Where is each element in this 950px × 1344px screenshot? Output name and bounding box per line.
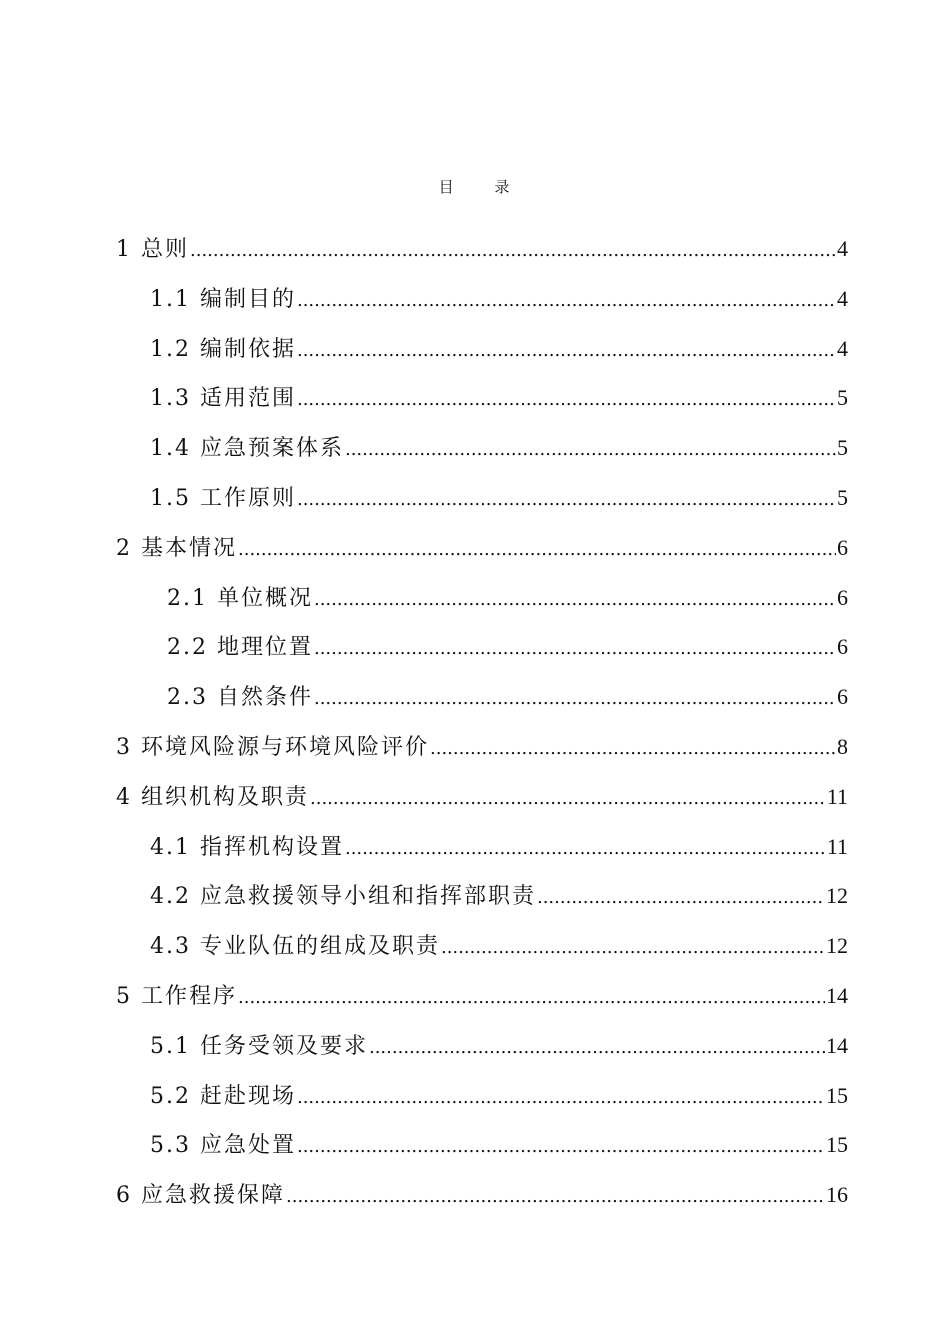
toc-title: 目 录 <box>438 178 528 196</box>
toc-entry[interactable] <box>116 423 848 473</box>
toc-entry-label: 4.3 专业队伍的组成及职责 <box>150 934 440 960</box>
toc-leader-dots <box>190 225 836 276</box>
toc-page-number: 6 <box>837 634 848 660</box>
toc-entry[interactable] <box>116 373 848 423</box>
toc-entry-label: 4.2 应急救援领导小组和指挥部职责 <box>150 884 536 910</box>
toc-entry-label: 2.2 地理位置 <box>167 635 313 661</box>
toc-page-number: 8 <box>837 733 848 759</box>
toc-leader-dots <box>345 424 836 475</box>
toc-entry-label: 2.1 单位概况 <box>167 585 313 611</box>
toc-page-number: 15 <box>826 1082 848 1108</box>
toc-page-number: 14 <box>826 982 848 1008</box>
toc-entry-label: 2.3 自然条件 <box>167 685 313 711</box>
toc-entry-label: 1.4 应急预案体系 <box>150 436 344 462</box>
toc-leader-dots <box>430 723 836 774</box>
toc-leader-dots <box>314 673 836 724</box>
toc-page-number: 5 <box>837 484 848 510</box>
toc-entry[interactable] <box>116 324 848 374</box>
toc-entry-label: 5.3 应急处置 <box>150 1133 296 1159</box>
toc-entry[interactable] <box>116 921 848 971</box>
toc-entry[interactable] <box>116 1170 848 1220</box>
toc-entry[interactable] <box>116 772 848 822</box>
toc-leader-dots <box>369 1022 825 1073</box>
toc-entry-label: 4 组织机构及职责 <box>116 784 309 810</box>
toc-page-number: 4 <box>837 285 848 311</box>
table-of-contents <box>116 224 848 1220</box>
toc-entry-label: 5 工作程序 <box>116 983 237 1009</box>
toc-entry-label: 5.2 赶赴现场 <box>150 1083 296 1109</box>
toc-entry-label: 5.1 任务受领及要求 <box>150 1033 368 1059</box>
toc-entry[interactable] <box>116 971 848 1021</box>
toc-page-number: 11 <box>826 833 848 859</box>
toc-page-number: 16 <box>826 1182 848 1208</box>
toc-leader-dots <box>537 872 825 923</box>
toc-entry[interactable] <box>116 822 848 872</box>
toc-leader-dots <box>314 574 836 625</box>
toc-entry[interactable] <box>116 871 848 921</box>
toc-leader-dots <box>297 1072 825 1123</box>
toc-entry[interactable] <box>116 523 848 573</box>
toc-leader-dots <box>441 922 825 973</box>
toc-leader-dots <box>310 773 826 824</box>
toc-entry[interactable] <box>116 573 848 623</box>
toc-entry-label: 3 环境风险源与环境风险评价 <box>116 734 429 760</box>
toc-entry[interactable] <box>116 274 848 324</box>
toc-leader-dots <box>345 823 826 874</box>
toc-page-number: 12 <box>826 883 848 909</box>
toc-page-number: 11 <box>826 783 848 809</box>
toc-page-number: 6 <box>837 584 848 610</box>
toc-entry-label: 1.3 适用范围 <box>150 386 296 412</box>
toc-entry[interactable] <box>116 1021 848 1071</box>
toc-leader-dots <box>297 1121 825 1172</box>
toc-entry[interactable] <box>116 1071 848 1121</box>
toc-page-number: 4 <box>837 335 848 361</box>
toc-entry[interactable] <box>116 1120 848 1170</box>
toc-entry-label: 1.2 编制依据 <box>150 336 296 362</box>
toc-page-number: 5 <box>837 435 848 461</box>
toc-entry-label: 1 总则 <box>116 237 189 262</box>
toc-entry[interactable] <box>116 622 848 672</box>
toc-entry[interactable] <box>116 473 848 523</box>
toc-page-number: 6 <box>837 534 848 560</box>
toc-entry[interactable] <box>116 672 848 722</box>
toc-page-number: 6 <box>837 684 848 710</box>
toc-leader-dots <box>238 524 836 575</box>
toc-page-number: 4 <box>837 236 848 261</box>
toc-entry-label: 4.1 指挥机构设置 <box>150 834 344 860</box>
toc-entry-label: 6 应急救援保障 <box>116 1183 285 1209</box>
toc-page-number: 5 <box>837 385 848 411</box>
toc-entry-label: 2 基本情况 <box>116 535 237 561</box>
toc-page-number: 15 <box>826 1132 848 1158</box>
toc-entry[interactable] <box>116 224 848 274</box>
toc-leader-dots <box>297 474 836 525</box>
toc-leader-dots <box>314 623 836 674</box>
toc-leader-dots <box>297 325 836 376</box>
toc-entry[interactable] <box>116 722 848 772</box>
toc-page-number: 14 <box>826 1032 848 1058</box>
toc-leader-dots <box>238 972 825 1023</box>
toc-entry-label: 1.1 编制目的 <box>150 286 296 312</box>
toc-entry-label: 1.5 工作原则 <box>150 485 296 511</box>
toc-leader-dots <box>286 1171 825 1222</box>
toc-leader-dots <box>297 275 836 326</box>
toc-leader-dots <box>297 374 836 425</box>
toc-page-number: 12 <box>826 933 848 959</box>
